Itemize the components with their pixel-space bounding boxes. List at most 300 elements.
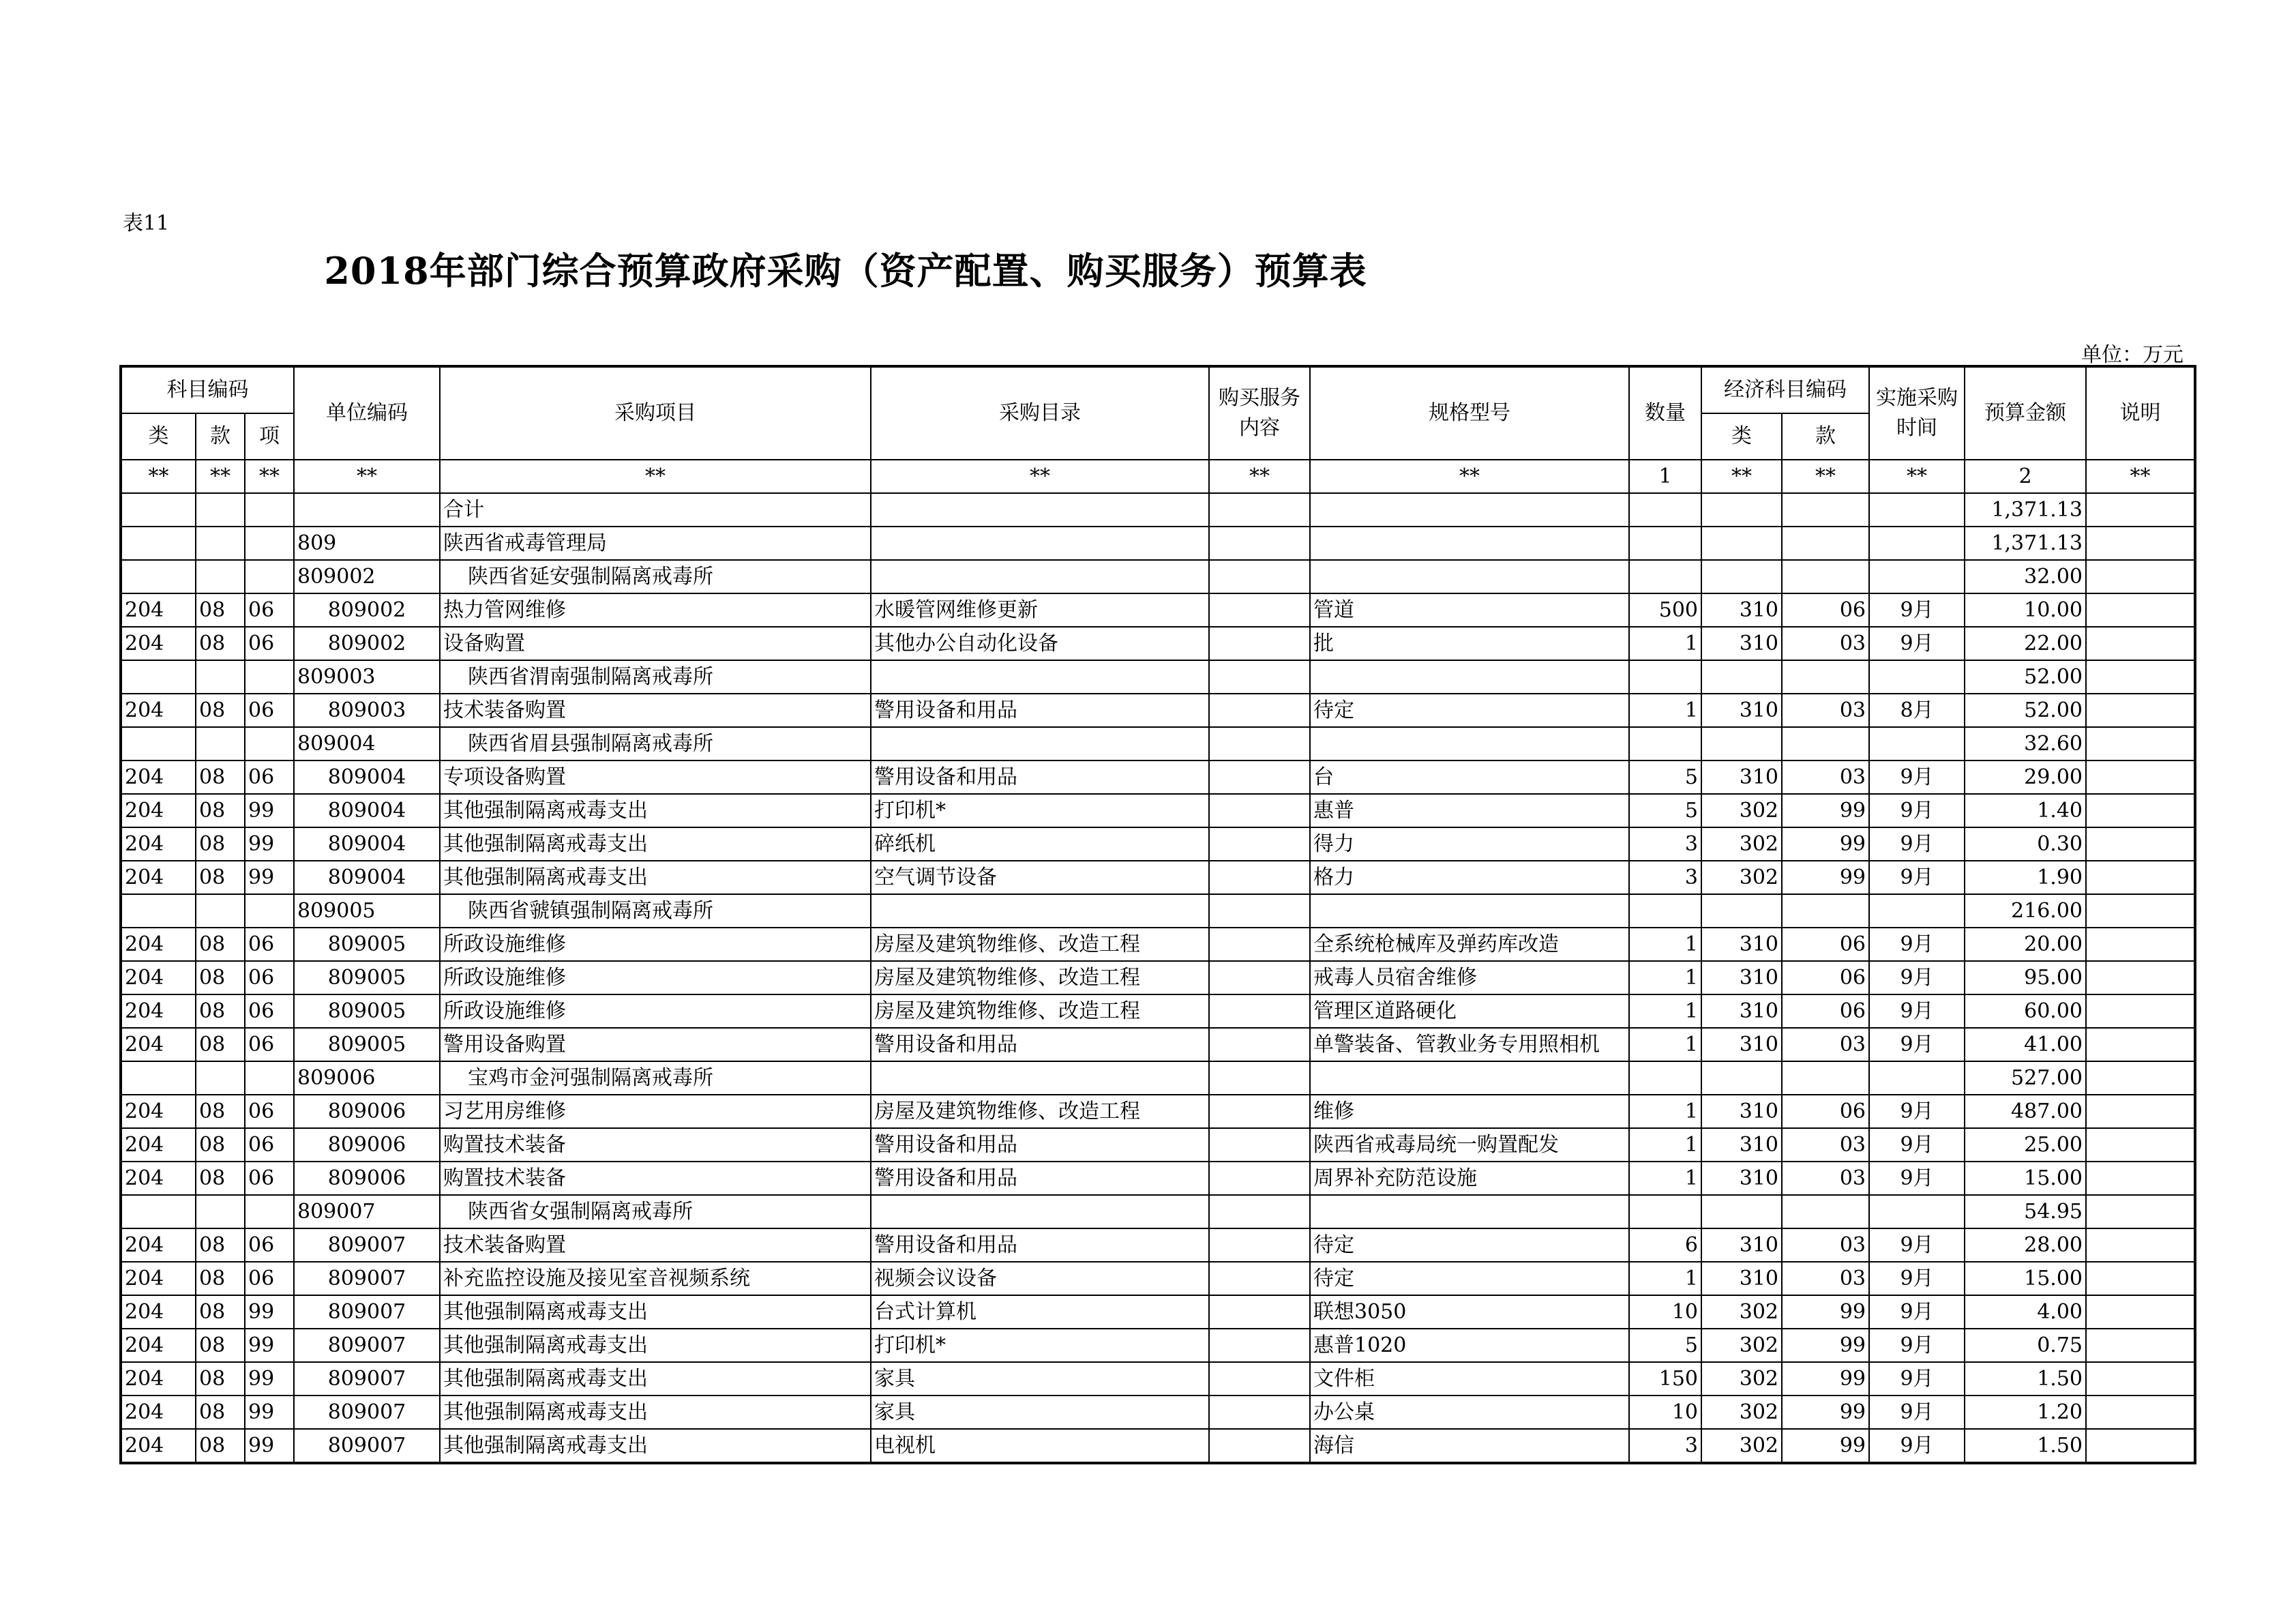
cell-service: [1209, 1262, 1310, 1295]
table-row: [121, 928, 2195, 961]
marker-cell: **: [196, 460, 245, 493]
cell-spec: 惠普: [1310, 794, 1629, 827]
cell-qty: [1629, 894, 1701, 928]
cell-econ-lei: [1701, 1195, 1782, 1228]
cell-spec: 批: [1310, 627, 1629, 660]
cell-xiang: 99: [245, 1295, 294, 1329]
cell-kuan: 08: [196, 928, 245, 961]
cell-econ-lei: 302: [1701, 1429, 1782, 1463]
cell-amount: 1.90: [1965, 861, 2086, 894]
table-row: [121, 1095, 2195, 1128]
cell-qty: 1: [1629, 1128, 1701, 1162]
cell-time: 9月: [1869, 593, 1965, 627]
cell-qty: 150: [1629, 1362, 1701, 1396]
cell-project: 宝鸡市金河强制隔离戒毒所: [440, 1061, 871, 1095]
cell-econ-lei: 302: [1701, 1329, 1782, 1362]
cell-unit-code: 809006: [294, 1162, 440, 1195]
cell-econ-kuan: [1782, 493, 1869, 527]
cell-note: [2086, 827, 2195, 861]
cell-note: [2086, 527, 2195, 560]
marker-cell: **: [871, 460, 1209, 493]
marker-cell: **: [1701, 460, 1782, 493]
cell-project: 热力管网维修: [440, 593, 871, 627]
cell-time: 9月: [1869, 1295, 1965, 1329]
table-row: [121, 1228, 2195, 1262]
cell-note: [2086, 1095, 2195, 1128]
cell-catalog: [871, 560, 1209, 593]
cell-spec: [1310, 1195, 1629, 1228]
cell-note: [2086, 894, 2195, 928]
cell-lei: [121, 560, 196, 593]
cell-note: [2086, 861, 2195, 894]
cell-amount: 15.00: [1965, 1262, 2086, 1295]
cell-econ-lei: 310: [1701, 761, 1782, 794]
cell-note: [2086, 1396, 2195, 1429]
cell-lei: [121, 1061, 196, 1095]
cell-xiang: 06: [245, 994, 294, 1028]
cell-kuan: 08: [196, 1128, 245, 1162]
cell-catalog: 视频会议设备: [871, 1262, 1209, 1295]
marker-cell: **: [2086, 460, 2195, 493]
cell-note: [2086, 560, 2195, 593]
header-econ-kuan: 款: [1782, 413, 1869, 460]
cell-amount: 60.00: [1965, 994, 2086, 1028]
cell-econ-lei: 302: [1701, 827, 1782, 861]
cell-amount: 1,371.13: [1965, 493, 2086, 527]
cell-amount: 52.00: [1965, 660, 2086, 694]
table-row: [121, 660, 2195, 694]
cell-project: 技术装备购置: [440, 1228, 871, 1262]
cell-catalog: [871, 727, 1209, 761]
cell-kuan: 08: [196, 1028, 245, 1061]
cell-amount: 28.00: [1965, 1228, 2086, 1262]
cell-service: [1209, 794, 1310, 827]
cell-unit-code: 809003: [294, 660, 440, 694]
marker-cell: 1: [1629, 460, 1701, 493]
cell-service: [1209, 861, 1310, 894]
table-row: [121, 827, 2195, 861]
cell-amount: 527.00: [1965, 1061, 2086, 1095]
cell-spec: 待定: [1310, 1262, 1629, 1295]
cell-econ-lei: [1701, 527, 1782, 560]
cell-lei: [121, 493, 196, 527]
cell-kuan: 08: [196, 1228, 245, 1262]
cell-project: 其他强制隔离戒毒支出: [440, 1295, 871, 1329]
table-row: [121, 694, 2195, 727]
cell-project: 购置技术装备: [440, 1128, 871, 1162]
cell-note: [2086, 694, 2195, 727]
cell-catalog: 水暖管网维修更新: [871, 593, 1209, 627]
table-row: [121, 627, 2195, 660]
cell-amount: 1,371.13: [1965, 527, 2086, 560]
cell-kuan: 08: [196, 961, 245, 994]
table-row: [121, 1195, 2195, 1228]
cell-service: [1209, 1362, 1310, 1396]
cell-time: 9月: [1869, 1095, 1965, 1128]
cell-project: 陕西省虢镇强制隔离戒毒所: [440, 894, 871, 928]
cell-amount: 32.60: [1965, 727, 2086, 761]
cell-qty: [1629, 560, 1701, 593]
cell-xiang: 06: [245, 1228, 294, 1262]
cell-project: 陕西省戒毒管理局: [440, 527, 871, 560]
cell-lei: 204: [121, 1228, 196, 1262]
cell-amount: 1.50: [1965, 1429, 2086, 1463]
cell-lei: 204: [121, 1128, 196, 1162]
cell-econ-kuan: [1782, 660, 1869, 694]
table-row: [121, 794, 2195, 827]
cell-kuan: [196, 527, 245, 560]
cell-spec: 海信: [1310, 1429, 1629, 1463]
cell-econ-kuan: 03: [1782, 694, 1869, 727]
cell-amount: 0.30: [1965, 827, 2086, 861]
cell-econ-kuan: 99: [1782, 827, 1869, 861]
cell-note: [2086, 1295, 2195, 1329]
cell-kuan: 08: [196, 593, 245, 627]
header-econ-code: 经济科目编码: [1701, 366, 1869, 413]
cell-amount: 20.00: [1965, 928, 2086, 961]
cell-project: 陕西省延安强制隔离戒毒所: [440, 560, 871, 593]
cell-unit-code: 809007: [294, 1396, 440, 1429]
cell-spec: 惠普1020: [1310, 1329, 1629, 1362]
cell-kuan: [196, 660, 245, 694]
cell-service: [1209, 1295, 1310, 1329]
marker-cell: **: [1782, 460, 1869, 493]
cell-econ-kuan: 99: [1782, 1295, 1869, 1329]
cell-service: [1209, 894, 1310, 928]
cell-unit-code: 809005: [294, 1028, 440, 1061]
marker-cell: **: [1869, 460, 1965, 493]
cell-lei: 204: [121, 694, 196, 727]
table-row: [121, 1396, 2195, 1429]
cell-amount: 1.40: [1965, 794, 2086, 827]
cell-xiang: 06: [245, 1128, 294, 1162]
cell-lei: 204: [121, 961, 196, 994]
cell-service: [1209, 593, 1310, 627]
cell-econ-kuan: 06: [1782, 593, 1869, 627]
marker-cell: **: [1209, 460, 1310, 493]
cell-qty: [1629, 1195, 1701, 1228]
cell-catalog: [871, 493, 1209, 527]
cell-qty: 10: [1629, 1295, 1701, 1329]
cell-note: [2086, 1028, 2195, 1061]
header-lei: 类: [121, 413, 196, 460]
cell-project: 其他强制隔离戒毒支出: [440, 794, 871, 827]
cell-unit-code: 809007: [294, 1329, 440, 1362]
cell-service: [1209, 761, 1310, 794]
cell-econ-lei: 310: [1701, 1162, 1782, 1195]
cell-lei: 204: [121, 1095, 196, 1128]
cell-qty: [1629, 1061, 1701, 1095]
table-row: [121, 527, 2195, 560]
cell-spec: 维修: [1310, 1095, 1629, 1128]
cell-econ-lei: 310: [1701, 627, 1782, 660]
cell-lei: 204: [121, 1362, 196, 1396]
cell-spec: 文件柜: [1310, 1362, 1629, 1396]
cell-note: [2086, 961, 2195, 994]
cell-project: 其他强制隔离戒毒支出: [440, 861, 871, 894]
table-row: [121, 1362, 2195, 1396]
cell-qty: 5: [1629, 1329, 1701, 1362]
cell-unit-code: 809007: [294, 1262, 440, 1295]
cell-unit-code: 809007: [294, 1295, 440, 1329]
cell-time: [1869, 527, 1965, 560]
cell-project: 其他强制隔离戒毒支出: [440, 1362, 871, 1396]
cell-kuan: 08: [196, 1429, 245, 1463]
cell-lei: [121, 527, 196, 560]
table-row: [121, 861, 2195, 894]
cell-xiang: 99: [245, 1362, 294, 1396]
cell-amount: 22.00: [1965, 627, 2086, 660]
cell-project: 购置技术装备: [440, 1162, 871, 1195]
cell-note: [2086, 794, 2195, 827]
cell-note: [2086, 627, 2195, 660]
cell-econ-kuan: 06: [1782, 961, 1869, 994]
cell-econ-lei: 310: [1701, 694, 1782, 727]
header-unit-code: 单位编码: [294, 366, 440, 460]
header-subject-code: 科目编码: [121, 366, 294, 413]
cell-project: 所政设施维修: [440, 928, 871, 961]
cell-catalog: 家具: [871, 1362, 1209, 1396]
cell-econ-kuan: 06: [1782, 928, 1869, 961]
cell-spec: 周界补充防范设施: [1310, 1162, 1629, 1195]
cell-spec: 台: [1310, 761, 1629, 794]
cell-lei: [121, 1195, 196, 1228]
cell-note: [2086, 1228, 2195, 1262]
cell-econ-kuan: 03: [1782, 1262, 1869, 1295]
header-econ-lei: 类: [1701, 413, 1782, 460]
table-row: [121, 1028, 2195, 1061]
cell-note: [2086, 761, 2195, 794]
table-row: [121, 1295, 2195, 1329]
cell-xiang: 99: [245, 1329, 294, 1362]
cell-service: [1209, 928, 1310, 961]
cell-kuan: 08: [196, 761, 245, 794]
cell-catalog: 台式计算机: [871, 1295, 1209, 1329]
cell-kuan: [196, 560, 245, 593]
cell-qty: 3: [1629, 827, 1701, 861]
cell-econ-lei: [1701, 560, 1782, 593]
cell-project: 警用设备购置: [440, 1028, 871, 1061]
cell-econ-lei: 310: [1701, 1028, 1782, 1061]
cell-time: 9月: [1869, 1429, 1965, 1463]
cell-service: [1209, 694, 1310, 727]
cell-xiang: 99: [245, 1396, 294, 1429]
cell-unit-code: 809005: [294, 961, 440, 994]
cell-time: 8月: [1869, 694, 1965, 727]
cell-lei: 204: [121, 928, 196, 961]
table-row: [121, 1329, 2195, 1362]
cell-kuan: 08: [196, 627, 245, 660]
marker-cell: **: [245, 460, 294, 493]
cell-econ-lei: [1701, 894, 1782, 928]
cell-econ-lei: 302: [1701, 1295, 1782, 1329]
cell-service: [1209, 1095, 1310, 1128]
cell-amount: 487.00: [1965, 1095, 2086, 1128]
cell-qty: 1: [1629, 1262, 1701, 1295]
cell-kuan: 08: [196, 1295, 245, 1329]
cell-service: [1209, 1028, 1310, 1061]
cell-amount: 41.00: [1965, 1028, 2086, 1061]
cell-service: [1209, 727, 1310, 761]
cell-kuan: 08: [196, 1162, 245, 1195]
cell-unit-code: 809004: [294, 761, 440, 794]
cell-catalog: 警用设备和用品: [871, 1128, 1209, 1162]
cell-kuan: [196, 727, 245, 761]
cell-econ-lei: [1701, 1061, 1782, 1095]
cell-time: 9月: [1869, 961, 1965, 994]
cell-xiang: 99: [245, 861, 294, 894]
cell-lei: 204: [121, 1028, 196, 1061]
cell-project: 所政设施维修: [440, 961, 871, 994]
cell-spec: [1310, 493, 1629, 527]
cell-xiang: 06: [245, 961, 294, 994]
cell-econ-lei: 310: [1701, 994, 1782, 1028]
cell-xiang: [245, 660, 294, 694]
cell-qty: 10: [1629, 1396, 1701, 1429]
cell-amount: 29.00: [1965, 761, 2086, 794]
cell-lei: 204: [121, 593, 196, 627]
cell-service: [1209, 827, 1310, 861]
cell-unit-code: 809007: [294, 1228, 440, 1262]
cell-catalog: 警用设备和用品: [871, 1162, 1209, 1195]
cell-amount: 52.00: [1965, 694, 2086, 727]
cell-project: 习艺用房维修: [440, 1095, 871, 1128]
cell-qty: 500: [1629, 593, 1701, 627]
cell-time: 9月: [1869, 1128, 1965, 1162]
cell-unit-code: 809007: [294, 1429, 440, 1463]
cell-time: 9月: [1869, 761, 1965, 794]
cell-qty: 6: [1629, 1228, 1701, 1262]
cell-spec: 联想3050: [1310, 1295, 1629, 1329]
cell-econ-lei: 310: [1701, 1228, 1782, 1262]
cell-note: [2086, 1195, 2195, 1228]
cell-amount: 15.00: [1965, 1162, 2086, 1195]
cell-catalog: 房屋及建筑物维修、改造工程: [871, 961, 1209, 994]
cell-note: [2086, 1329, 2195, 1362]
cell-spec: 得力: [1310, 827, 1629, 861]
cell-amount: 1.20: [1965, 1396, 2086, 1429]
cell-unit-code: 809002: [294, 560, 440, 593]
cell-econ-lei: 310: [1701, 1128, 1782, 1162]
cell-catalog: 打印机*: [871, 1329, 1209, 1362]
unit-label: 单位：万元: [2081, 343, 2183, 367]
table-row: [121, 1262, 2195, 1295]
cell-qty: [1629, 527, 1701, 560]
cell-kuan: 08: [196, 794, 245, 827]
cell-time: 9月: [1869, 1329, 1965, 1362]
cell-unit-code: 809005: [294, 928, 440, 961]
marker-cell: **: [121, 460, 196, 493]
cell-spec: 待定: [1310, 1228, 1629, 1262]
cell-econ-lei: 310: [1701, 593, 1782, 627]
cell-catalog: [871, 527, 1209, 560]
header-project: 采购项目: [440, 366, 871, 460]
cell-project: 其他强制隔离戒毒支出: [440, 1429, 871, 1463]
cell-econ-lei: 302: [1701, 861, 1782, 894]
table-row: [121, 1162, 2195, 1195]
table-row: [121, 560, 2195, 593]
cell-catalog: [871, 660, 1209, 694]
cell-note: [2086, 660, 2195, 694]
cell-qty: 1: [1629, 928, 1701, 961]
cell-unit-code: 809006: [294, 1095, 440, 1128]
marker-cell: **: [440, 460, 871, 493]
cell-econ-kuan: 03: [1782, 1128, 1869, 1162]
cell-econ-kuan: 99: [1782, 1329, 1869, 1362]
cell-service: [1209, 994, 1310, 1028]
cell-econ-lei: 310: [1701, 1095, 1782, 1128]
cell-econ-kuan: 03: [1782, 1028, 1869, 1061]
cell-amount: 216.00: [1965, 894, 2086, 928]
cell-catalog: 房屋及建筑物维修、改造工程: [871, 928, 1209, 961]
cell-spec: 单警装备、管教业务专用照相机: [1310, 1028, 1629, 1061]
cell-time: 9月: [1869, 627, 1965, 660]
cell-econ-kuan: 99: [1782, 794, 1869, 827]
cell-time: 9月: [1869, 1396, 1965, 1429]
cell-amount: 4.00: [1965, 1295, 2086, 1329]
table-row: [121, 727, 2195, 761]
cell-project: 设备购置: [440, 627, 871, 660]
cell-spec: 待定: [1310, 694, 1629, 727]
cell-time: 9月: [1869, 1162, 1965, 1195]
cell-time: [1869, 660, 1965, 694]
cell-time: [1869, 727, 1965, 761]
cell-note: [2086, 727, 2195, 761]
cell-lei: [121, 894, 196, 928]
cell-unit-code: [294, 493, 440, 527]
cell-qty: [1629, 493, 1701, 527]
cell-spec: [1310, 1061, 1629, 1095]
cell-kuan: 08: [196, 1095, 245, 1128]
cell-econ-lei: 302: [1701, 794, 1782, 827]
header-amount: 预算金额: [1965, 366, 2086, 460]
cell-unit-code: 809004: [294, 727, 440, 761]
cell-xiang: [245, 1195, 294, 1228]
table-row: [121, 493, 2195, 527]
cell-amount: 10.00: [1965, 593, 2086, 627]
cell-qty: [1629, 727, 1701, 761]
cell-service: [1209, 1329, 1310, 1362]
cell-econ-kuan: 03: [1782, 627, 1869, 660]
cell-spec: [1310, 560, 1629, 593]
cell-xiang: 06: [245, 1262, 294, 1295]
cell-time: 9月: [1869, 861, 1965, 894]
cell-service: [1209, 1162, 1310, 1195]
cell-lei: 204: [121, 794, 196, 827]
header-qty: 数量: [1629, 366, 1701, 460]
cell-unit-code: 809004: [294, 861, 440, 894]
cell-lei: 204: [121, 1329, 196, 1362]
cell-service: [1209, 1228, 1310, 1262]
page-title: 2018年部门综合预算政府采购（资产配置、购买服务）预算表: [324, 249, 1367, 293]
table-row: [121, 761, 2195, 794]
cell-kuan: 08: [196, 1396, 245, 1429]
cell-note: [2086, 493, 2195, 527]
cell-xiang: [245, 493, 294, 527]
marker-cell: **: [1310, 460, 1629, 493]
cell-note: [2086, 1262, 2195, 1295]
cell-econ-kuan: 99: [1782, 1396, 1869, 1429]
cell-lei: 204: [121, 761, 196, 794]
cell-catalog: 警用设备和用品: [871, 761, 1209, 794]
cell-project: 陕西省渭南强制隔离戒毒所: [440, 660, 871, 694]
cell-catalog: 碎纸机: [871, 827, 1209, 861]
cell-note: [2086, 1362, 2195, 1396]
marker-cell: **: [294, 460, 440, 493]
cell-xiang: [245, 1061, 294, 1095]
cell-econ-kuan: 03: [1782, 1228, 1869, 1262]
cell-qty: 5: [1629, 794, 1701, 827]
